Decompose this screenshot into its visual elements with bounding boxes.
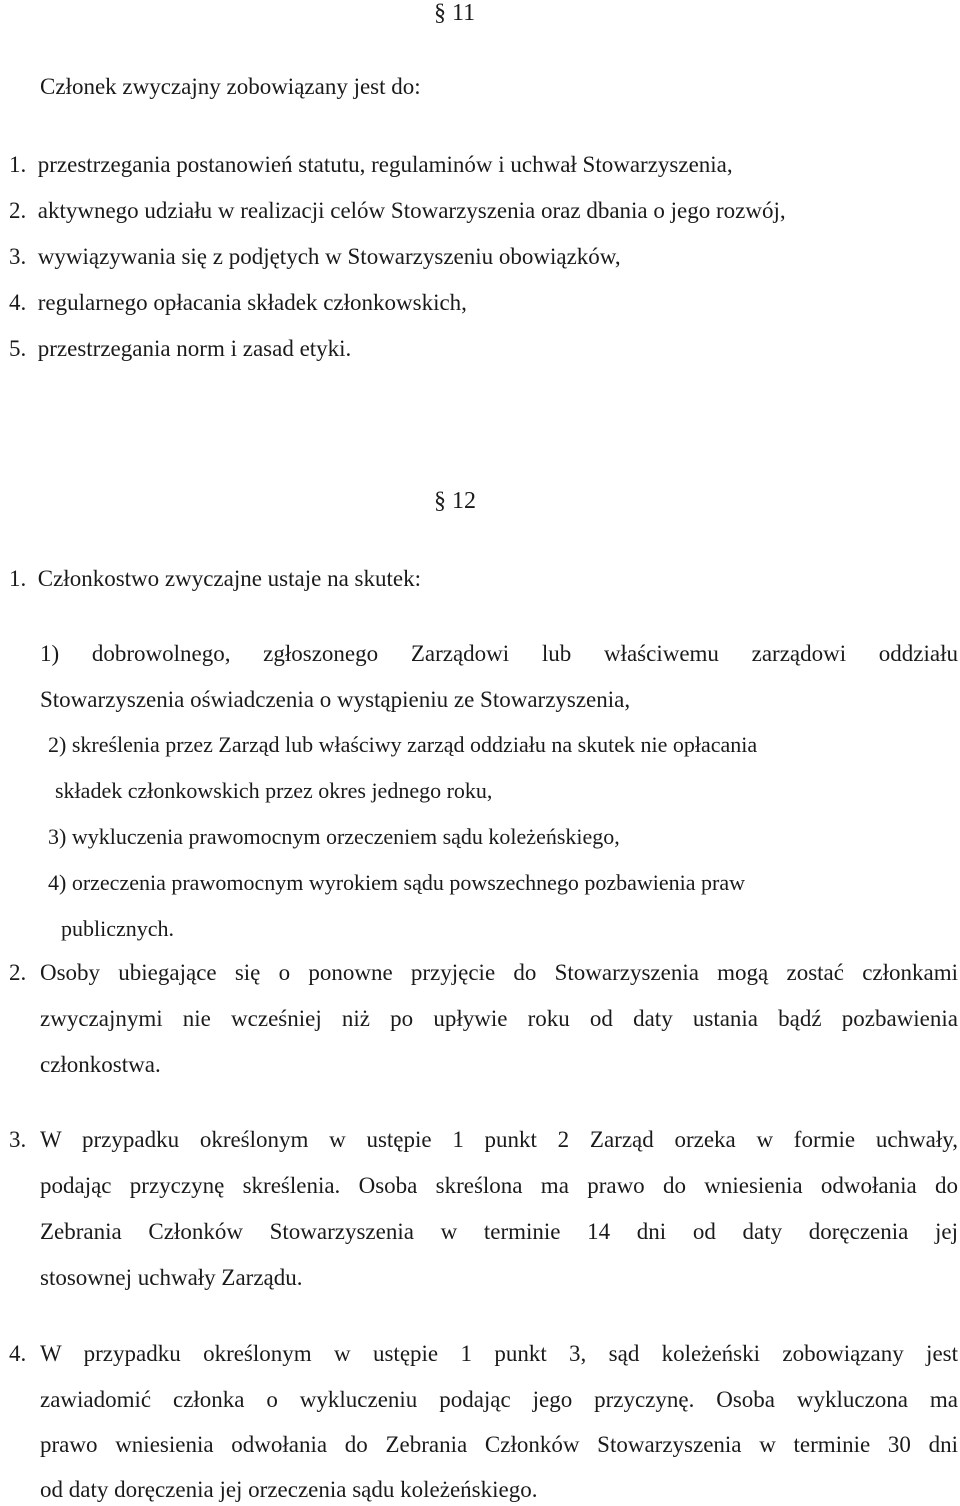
section-12-paragraph-4-line-4: od daty doręczenia jej orzeczenia sądu koleżeńskiego. [40,1477,538,1502]
section-11-item-2: 2. aktywnego udziału w realizacji celów Stowarzyszenia oraz dbania o jego rozwój, [9,198,786,223]
section-11-item-5: 5. przestrzegania norm i zasad etyki. [9,336,352,361]
section-12-sub-2-line-1: 2) skreślenia przez Zarząd lub właściwy zarząd oddziału na skutek nie opłacania [48,732,758,757]
section-12-paragraph-3-line-2: podając przyczynę skreślenia. Osoba skreślona ma prawo do wniesienia odwołania do [40,1173,958,1198]
section-12-sub-4-line-2: publicznych. [61,916,175,941]
section-12-sub-1-line-2: Stowarzyszenia oświadczenia o wystąpieniu ze Stowarzyszenia, [40,687,631,712]
section-12-sub-3: 3) wykluczenia prawomocnym orzeczeniem sądu koleżeńskiego, [48,824,620,849]
section-12-paragraph-3-line-1: W przypadku określonym w ustępie 1 punkt 2 Zarząd orzeka w formie uchwały, [40,1127,958,1152]
section-12-paragraph-3-number: 3. [9,1127,27,1152]
section-12-heading: § 12 [434,488,476,514]
section-12-paragraph-3-line-3: Zebrania Członków Stowarzyszenia w terminie 14 dni od daty doręczenia jej [40,1219,958,1244]
section-12-paragraph-2-line-2: zwyczajnymi nie wcześniej niż po upływie roku od daty ustania bądź pozbawienia [40,1006,958,1031]
section-12-paragraph-4-line-2: zawiadomić członka o wykluczeniu podając jego przyczynę. Osoba wykluczona ma [40,1387,958,1412]
section-11-item-3: 3. wywiązywania się z podjętych w Stowarzyszeniu obowiązków, [9,244,621,269]
section-12-paragraph-2-line-3: członkostwa. [40,1052,161,1077]
section-12-paragraph-4-number: 4. [9,1341,27,1366]
section-12-paragraph-4-line-3: prawo wniesienia odwołania do Zebrania Członków Stowarzyszenia w terminie 30 dni [40,1432,958,1457]
section-12-paragraph-3-line-4: stosownej uchwały Zarządu. [40,1265,303,1290]
section-12-paragraph-2-line-1: Osoby ubiegające się o ponowne przyjęcie do Stowarzyszenia mogą zostać członkami [40,960,958,985]
section-12-sub-1-line-1: 1) dobrowolnego, zgłoszonego Zarządowi lub właściwemu zarządowi oddziału [40,641,958,666]
section-12-sub-4-line-1: 4) orzeczenia prawomocnym wyrokiem sądu powszechnego pozbawienia praw [48,870,746,895]
section-11-item-4: 4. regularnego opłacania składek członkowskich, [9,290,467,315]
section-11-item-1: 1. przestrzegania postanowień statutu, regulaminów i uchwał Stowarzyszenia, [9,152,733,177]
section-11-heading: § 11 [434,0,476,26]
section-12-paragraph-4-line-1: W przypadku określonym w ustępie 1 punkt 3, sąd koleżeński zobowiązany jest [40,1341,958,1366]
section-12-paragraph-2-number: 2. [9,960,27,985]
section-12-sub-2-line-2: składek członkowskich przez okres jednego roku, [55,778,493,803]
section-11-intro: Członek zwyczajny zobowiązany jest do: [40,74,421,99]
section-12-paragraph-1-intro: 1. Członkostwo zwyczajne ustaje na skutek: [9,566,421,591]
